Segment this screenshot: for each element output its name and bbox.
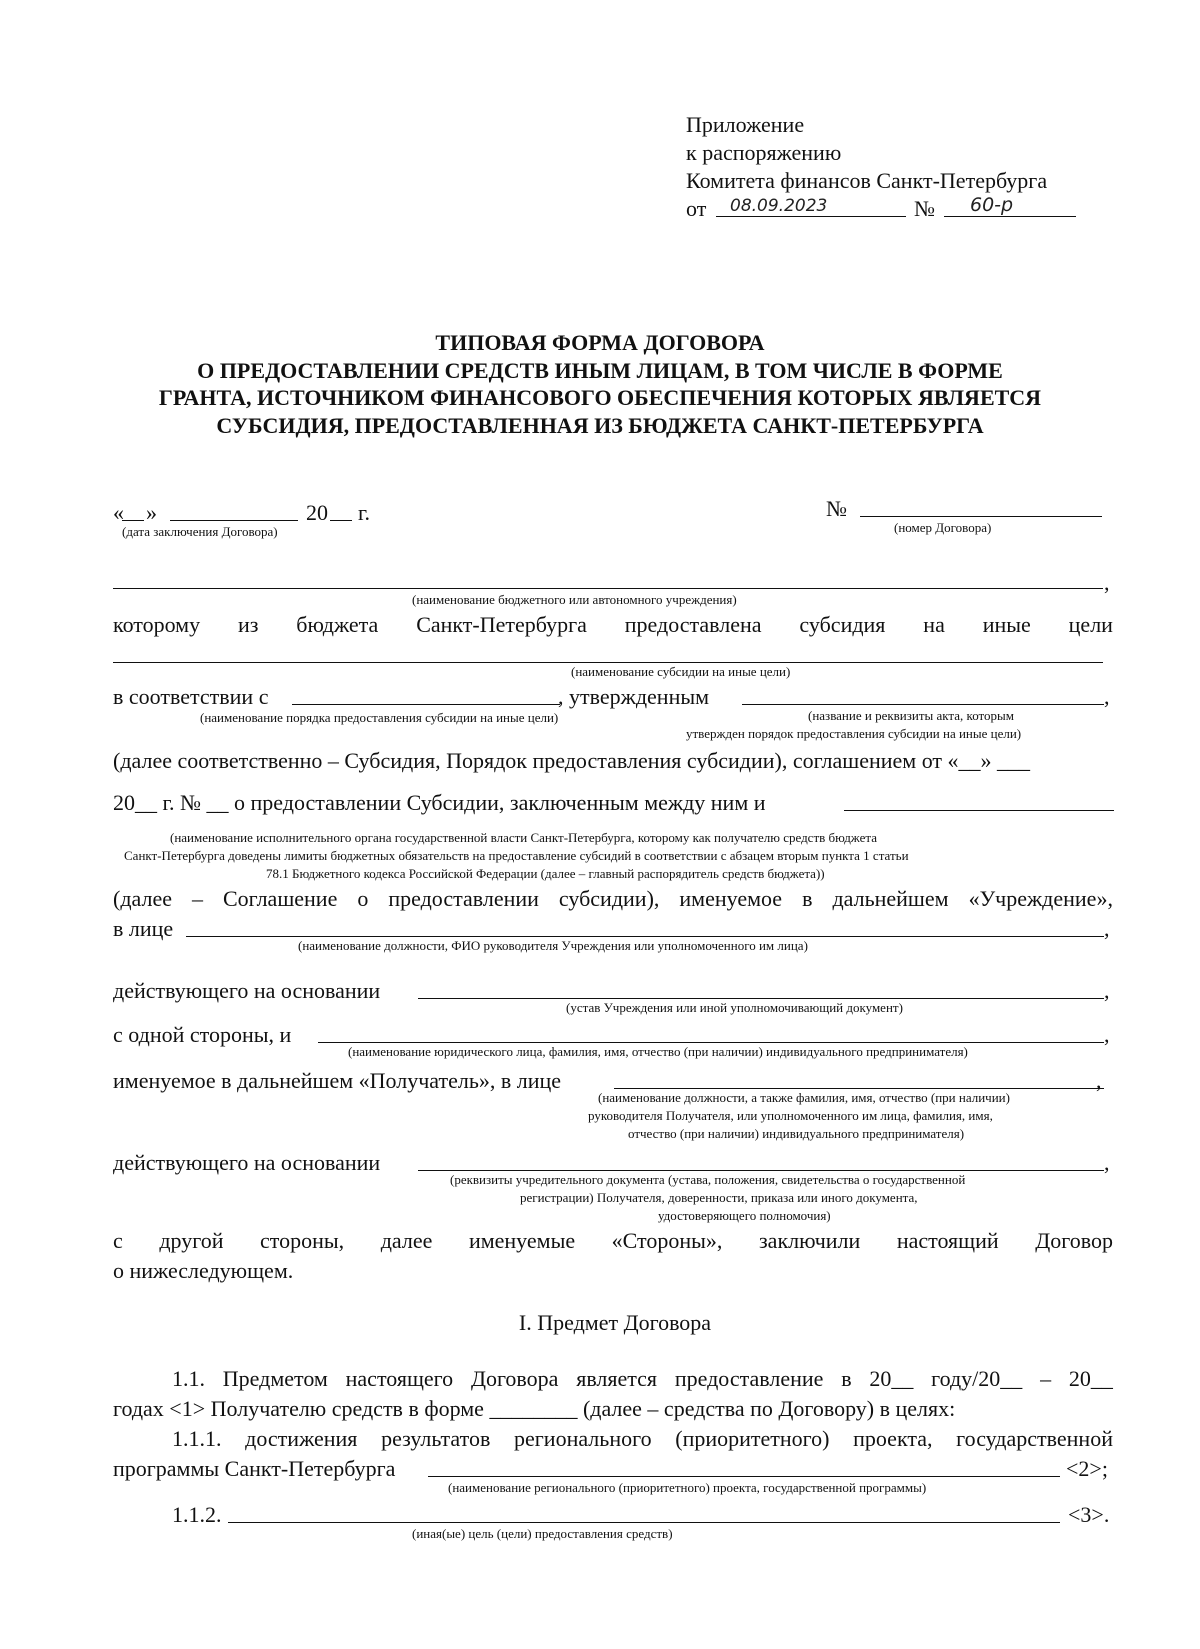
act-caption-1: (название и реквизиты акта, которым (808, 708, 1014, 723)
agreement-line: (далее – Соглашение о предоставлении субсидии), именуемое в дальнейшем «Учреждение», (113, 886, 1113, 911)
approved-label: , утвержденным (558, 684, 710, 709)
project-blank[interactable] (428, 1476, 1060, 1477)
document-comma: , (1104, 1150, 1110, 1175)
legal-entity-caption: (наименование юридического лица, фамилия, имя, отчество (при наличии) индивидуального предпринимателя) (348, 1044, 968, 1059)
paragraph-1-1-2: 1.1.2. (172, 1502, 222, 1527)
acting-basis-label: действующего на основании (113, 978, 381, 1003)
below-line: о нижеследующем. (113, 1258, 294, 1283)
appendix-no-label: № (914, 196, 935, 221)
order-caption: (наименование порядка предоставления субсидии на иные цели) (200, 710, 559, 725)
according-with-label: в соответствии с (113, 684, 269, 709)
contract-no-blank[interactable] (860, 516, 1102, 517)
exec-caption-3: 78.1 Бюджетного кодекса Российской Федерации (далее – главный распорядитель средств бюджета)) (266, 866, 825, 881)
date-year: 20 (306, 500, 328, 525)
exec-caption-2: Санкт-Петербурга доведены лимиты бюджетных обязательств на предоставление субсидий в соответствии с абзацем вторым пункта 1 статьи (124, 848, 909, 863)
paragraph-1-1-line-1: 1.1. Предметом настоящего Договора является предоставление в 20__ году/20__ – 20__ (172, 1366, 1113, 1391)
paragraph-1-1-1-line-2: программы Санкт-Петербурга (113, 1456, 396, 1481)
appendix-line-2: к распоряжению (686, 140, 842, 165)
exec-caption-1: (наименование исполнительного органа государственной власти Санкт-Петербурга, которому как получателю средств бюджета (170, 830, 877, 845)
reference-2: <2>; (1066, 1456, 1108, 1481)
hereinafter-line-1: (далее соответственно – Субсидия, Порядок предоставления субсидии), соглашением от «__» ___ (113, 748, 1031, 773)
institution-comma: , (1104, 570, 1110, 595)
recipient-position-comma: , (1096, 1068, 1102, 1093)
document-caption-3: удостоверяющего полномочия) (658, 1208, 831, 1223)
document-blank[interactable] (418, 1170, 1104, 1171)
project-caption: (наименование регионального (приоритетного) проекта, государственной программы) (448, 1480, 927, 1495)
appendix-date-underline (716, 216, 906, 217)
in-person-label: в лице (113, 916, 174, 941)
position-caption-3: отчество (при наличии) индивидуального предпринимателя) (628, 1126, 965, 1141)
act-caption-2: утвержден порядок предоставления субсидии на иные цели) (686, 726, 1022, 741)
appendix-from-label: от (686, 196, 707, 221)
date-day-blank[interactable] (122, 520, 144, 521)
order-blank[interactable] (292, 704, 560, 705)
institution-caption: (наименование бюджетного или автономного учреждения) (412, 592, 737, 607)
contract-no-label: № (826, 496, 847, 521)
date-open-quote: « (113, 500, 124, 525)
position-caption-2: руководителя Получателя, или уполномоченного им лица, фамилия, имя, (588, 1108, 993, 1123)
act-blank[interactable] (742, 704, 1104, 705)
act-comma: , (1104, 684, 1110, 709)
charter-comma: , (1104, 978, 1110, 1003)
date-year-blank[interactable] (330, 520, 352, 521)
document-caption-1: (реквизиты учредительного документа (устава, положения, свидетельства о государственной (450, 1172, 966, 1187)
executive-body-blank[interactable] (844, 810, 1114, 811)
section-1-heading: I. Предмет Договора (518, 1310, 712, 1335)
paragraph-1-1-line-2: годах <1> Получателю средств в форме ________ (далее – средства по Договору) в целях: (113, 1396, 956, 1421)
title-line-2: О ПРЕДОСТАВЛЕНИИ СРЕДСТВ ИНЫМ ЛИЦАМ, В ТОМ ЧИСЛЕ В ФОРМЕ (197, 358, 1003, 383)
contract-no-caption: (номер Договора) (894, 520, 992, 535)
hereinafter-line-2: 20__ г. № __ о предоставлении Субсидии, заключенным между ним и (113, 790, 766, 815)
appendix-line-1: Приложение (686, 112, 805, 137)
date-month-blank[interactable] (170, 520, 298, 521)
paragraph-1-1-1-line-1: 1.1.1. достижения результатов регионального (приоритетного) проекта, государственной (172, 1426, 1113, 1451)
subsidy-blank[interactable] (113, 662, 1103, 663)
appendix-number-underline (944, 216, 1076, 217)
head-comma: , (1104, 916, 1110, 941)
title-line-4: СУБСИДИЯ, ПРЕДОСТАВЛЕННАЯ ИЗ БЮДЖЕТА САНКТ-ПЕТЕРБУРГА (216, 413, 984, 438)
head-caption: (наименование должности, ФИО руководителя Учреждения или уполномоченного им лица) (298, 938, 808, 953)
which-line: которому из бюджета Санкт-Петербурга предоставлена субсидия на иные цели (113, 612, 1113, 637)
head-blank[interactable] (186, 936, 1104, 937)
charter-caption: (устав Учреждения или иной уполномочивающий документ) (566, 1000, 903, 1015)
charter-blank[interactable] (418, 998, 1104, 999)
appendix-date: 08.09.2023 (730, 196, 828, 216)
appendix-number: 60-р (970, 194, 1014, 216)
institution-blank[interactable] (113, 588, 1103, 589)
legal-entity-comma: , (1104, 1022, 1110, 1047)
acting-basis-label-2: действующего на основании (113, 1150, 381, 1175)
date-caption: (дата заключения Договора) (122, 524, 278, 539)
title-line-3: ГРАНТА, ИСТОЧНИКОМ ФИНАНСОВОГО ОБЕСПЕЧЕНИЯ КОТОРЫХ ЯВЛЯЕТСЯ (158, 385, 1042, 410)
other-side-line: с другой стороны, далее именуемые «Стороны», заключили настоящий Договор (113, 1228, 1113, 1253)
one-side-label: с одной стороны, и (113, 1022, 292, 1047)
goal-blank[interactable] (228, 1522, 1060, 1523)
document-caption-2: регистрации) Получателя, доверенности, приказа или иного документа, (520, 1190, 918, 1205)
goal-caption: (иная(ые) цель (цели) предоставления средств) (412, 1526, 673, 1541)
legal-entity-blank[interactable] (318, 1042, 1104, 1043)
recipient-position-blank[interactable] (614, 1088, 1104, 1089)
date-year-suffix: г. (358, 500, 371, 525)
recipient-label: именуемое в дальнейшем «Получатель», в лице (113, 1068, 562, 1093)
reference-3: <3>. (1068, 1502, 1110, 1527)
appendix-line-3: Комитета финансов Санкт-Петербурга (686, 168, 1048, 193)
title-line-1: ТИПОВАЯ ФОРМА ДОГОВОРА (435, 330, 765, 355)
position-caption-1: (наименование должности, а также фамилия, имя, отчество (при наличии) (598, 1090, 1010, 1105)
date-close-quote: » (146, 500, 157, 525)
subsidy-caption: (наименование субсидии на иные цели) (571, 664, 791, 679)
